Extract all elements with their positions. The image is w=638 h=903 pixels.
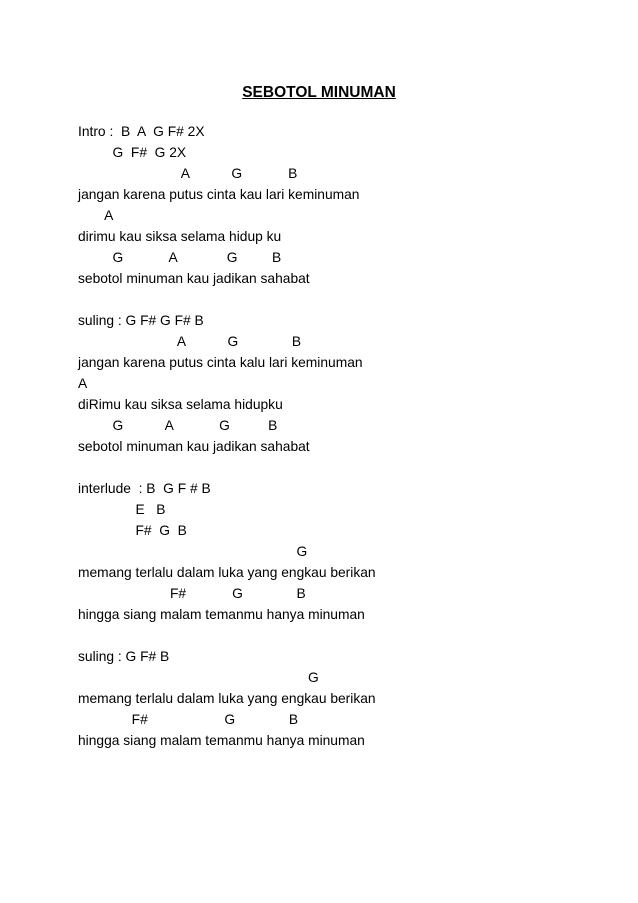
lyric-line: memang terlalu dalam luka yang engkau berikan bbox=[78, 691, 376, 706]
chord-line: G bbox=[78, 544, 308, 559]
lyric-line: diRimu kau siksa selama hidupku bbox=[78, 397, 283, 412]
chord-line: A bbox=[78, 208, 114, 223]
lyric-line: jangan karena putus cinta kalu lari keminuman bbox=[78, 355, 363, 370]
chord-line: A G B bbox=[78, 334, 302, 349]
interlude-line-3: F# G B bbox=[78, 523, 187, 538]
lyric-line: sebotol minuman kau jadikan sahabat bbox=[78, 271, 310, 286]
chord-line: G A G B bbox=[78, 250, 282, 265]
interlude-line: interlude : B G F # B bbox=[78, 481, 211, 496]
lyric-line: hingga siang malam temanmu hanya minuman bbox=[78, 607, 365, 622]
chord-line: G A G B bbox=[78, 418, 278, 433]
intro-line: Intro : B A G F# 2X bbox=[78, 124, 205, 139]
chord-line: A bbox=[78, 376, 88, 391]
chord-line: F# G B bbox=[78, 712, 299, 727]
suling-line: suling : G F# G F# B bbox=[78, 313, 204, 328]
lyric-line: memang terlalu dalam luka yang engkau berikan bbox=[78, 565, 376, 580]
lyric-line: hingga siang malam temanmu hanya minuman bbox=[78, 733, 365, 748]
lyric-line: jangan karena putus cinta kau lari keminuman bbox=[78, 187, 360, 202]
lyric-line: dirimu kau siksa selama hidup ku bbox=[78, 229, 282, 244]
chord-line: F# G B bbox=[78, 586, 306, 601]
chord-line: A G B bbox=[78, 166, 298, 181]
song-title: SEBOTOL MINUMAN bbox=[242, 84, 396, 101]
lyric-line: sebotol minuman kau jadikan sahabat bbox=[78, 439, 310, 454]
interlude-line-2: E B bbox=[78, 502, 166, 517]
intro-line-2: G F# G 2X bbox=[78, 145, 187, 160]
suling-line: suling : G F# B bbox=[78, 649, 170, 664]
chord-line: G bbox=[78, 670, 319, 685]
